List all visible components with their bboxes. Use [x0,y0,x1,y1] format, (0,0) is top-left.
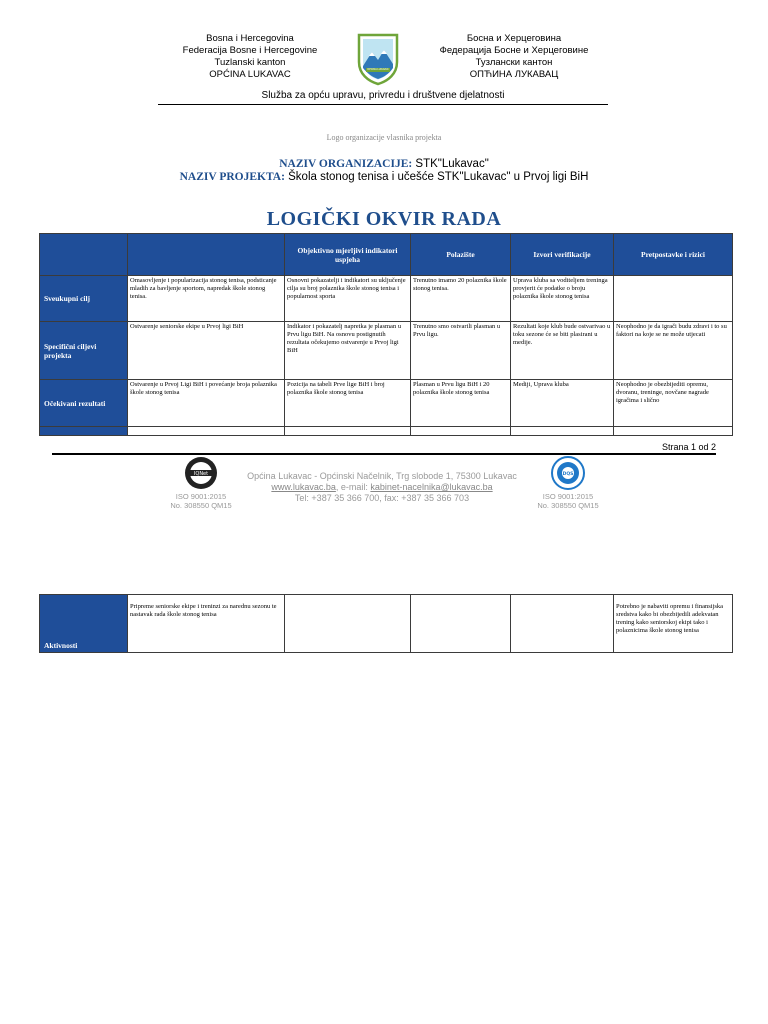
table-cell: Trenutno smo ostvarili plasman u Prvu ligu. [411,322,511,380]
project-line [0,171,768,183]
row-head-empty [40,427,128,436]
dqs-badge-icon [551,456,585,490]
table-cell: Mediji, Uprava kluba [511,380,614,427]
table-cell [614,427,733,436]
footer-contact [232,471,532,504]
table-cell: Ostvarenje u Prvoj Ligi BiH i povećanje broja polaznika škole stonog tenisa [128,380,285,427]
certification-right [528,456,608,510]
logo-placeholder-note: Logo organizacije vlasnika projekta [326,133,442,142]
table-cell: Trenutno imamo 20 polaznika škole stonog tenisa. [411,276,511,322]
table-cell: Uprava kluba sa voditeljem treninga provjerit će podatke o broju polaznika škole stonog tenisa [511,276,614,322]
header-assumptions: Pretpostavke i rizici [614,234,733,276]
table-cell [511,427,614,436]
header-right-cyrillic [404,33,624,81]
organization-label: NAZIV ORGANIZACIJE: [279,158,413,170]
table-row [40,380,733,427]
table-cell [411,427,511,436]
table-row [40,595,733,653]
table-cell [511,595,614,653]
table-cell [128,427,285,436]
table-cell: Osnovni pokazatelji i indikatori su uključenje cilja su broj polaznika škole stonog tenisa i popularnost sporta [285,276,411,322]
header-verification: Izvori verifikacije [511,234,614,276]
project-label: NAZIV PROJEKTA: [179,171,285,183]
footer-email-label: , e-mail: [335,482,371,492]
page-number: Strana 1 od 2 [661,442,716,452]
service-name: Služba za opću upravu, privredu i društvene djelatnosti [261,90,505,101]
crest-text: OPĆINA LUKAVAC [367,68,389,71]
table-cell [285,595,411,653]
footer-divider [52,453,716,455]
table-cell: Indikator i pokazatelj napretka je plasman u Prvu ligu BiH. Na osnovu postignutih rezultata očekujemo ostvarenje u Prvoj ligi BiH [285,322,411,380]
logical-framework-table [39,233,733,436]
table-cell: Omasovljenje i popularizacija stonog tenisa, podsticanje mladih za bavljenje sportom, napredak škole stonog tenisa. [128,276,285,322]
row-head-expected-results: Očekivani rezultati [40,380,128,427]
dqs-badge-text: DQS [562,472,574,477]
header-cell-1 [128,234,285,276]
cert-right-number: No. 308550 QM15 [537,501,599,510]
table-row-empty [40,427,733,436]
table-cell [614,276,733,322]
header-left-line-2: Federacija Bosne i Hercegovine [182,45,318,56]
cert-left-standard: ISO 9001:2015 [175,492,227,501]
footer-phone: Tel: +387 35 366 700, fax: +387 35 366 703 [294,493,470,503]
iqnet-badge-icon [184,456,218,490]
table-cell: Ostvarenje seniorske ekipe u Prvoj ligi BiH [128,322,285,380]
organization-value: STK"Lukavac" [415,158,489,170]
table-cell: Neophodno je obezbijediti opremu, dvoranu, treninge, novčane nagrade igračima i slično [614,380,733,427]
table-cell [285,427,411,436]
table-row [40,322,733,380]
header-left-latin [140,33,360,81]
header-left-line-3: Tuzlanski kanton [214,57,286,68]
table-cell [411,595,511,653]
row-head-specific-goals: Specifični ciljevi projekta [40,322,128,380]
footer-website-link[interactable]: www.lukavac.ba [271,482,336,492]
table-cell: Pozicija na tabeli Prve lige BiH i broj polaznika škole stonog tenisa [285,380,411,427]
iqnet-badge-text: IQNet [193,471,209,477]
table-cell: Rezultati koje klub bude ostvarivao u toku sezone će se biti plasirani u medije. [511,322,614,380]
header-left-line-1: Bosna i Hercegovina [206,33,294,44]
table-cell: Plasman u Prvu ligu BiH i 20 polaznika škole stonog tenisa [411,380,511,427]
certification-left [161,456,241,510]
cert-right-standard: ISO 9001:2015 [542,492,594,501]
header-right-line-2: Федерација Босне и Херцеговине [439,45,589,56]
footer-email-link[interactable]: kabinet-nacelnika@lukavac.ba [370,482,493,492]
table-cell: Neophodno je da igrači budu zdravi i to su faktori na koje se ne može utjecati [614,322,733,380]
municipality-crest-icon [356,32,400,86]
table-row [40,276,733,322]
header-indicators: Objektivno mjerljivi indikatori uspjeha [285,234,411,276]
organization-line [0,158,768,170]
header-right-line-3: Тузлански кантон [475,57,553,68]
header-baseline: Polazište [411,234,511,276]
table-cell: Potrebno je nabaviti opremu i finansijska sredstva kako bi obezbijedili adekvatan trening kako seniorskoj ekipi tako i polaznicima škole stonog tenisa [614,595,733,653]
row-head-overall-goal: Sveukupni cilj [40,276,128,322]
project-value: Škola stonog tenisa i učešće STK"Lukavac" u Prvoj ligi BiH [288,171,589,183]
header-right-line-1: Босна и Херцеговина [466,33,562,44]
cert-left-number: No. 308550 QM15 [170,501,232,510]
header-cell-0 [40,234,128,276]
footer-address: Općina Lukavac - Općinski Načelnik, Trg slobode 1, 75300 Lukavac [247,471,517,481]
activities-table [39,594,733,653]
header-left-line-4: OPĆINA LUKAVAC [209,69,291,80]
header-divider [158,104,608,105]
header-right-line-4: ОПЋИНА ЛУКАВАЦ [469,69,559,80]
page-title: LOGIČKI OKVIR RADA [266,208,502,230]
table-cell: Pripreme seniorske ekipe i treninzi za narednu sezonu te nastavak rada škole stonog tenisa [128,595,285,653]
table-header-row [40,234,733,276]
row-head-activities: Aktivnosti [40,595,128,653]
